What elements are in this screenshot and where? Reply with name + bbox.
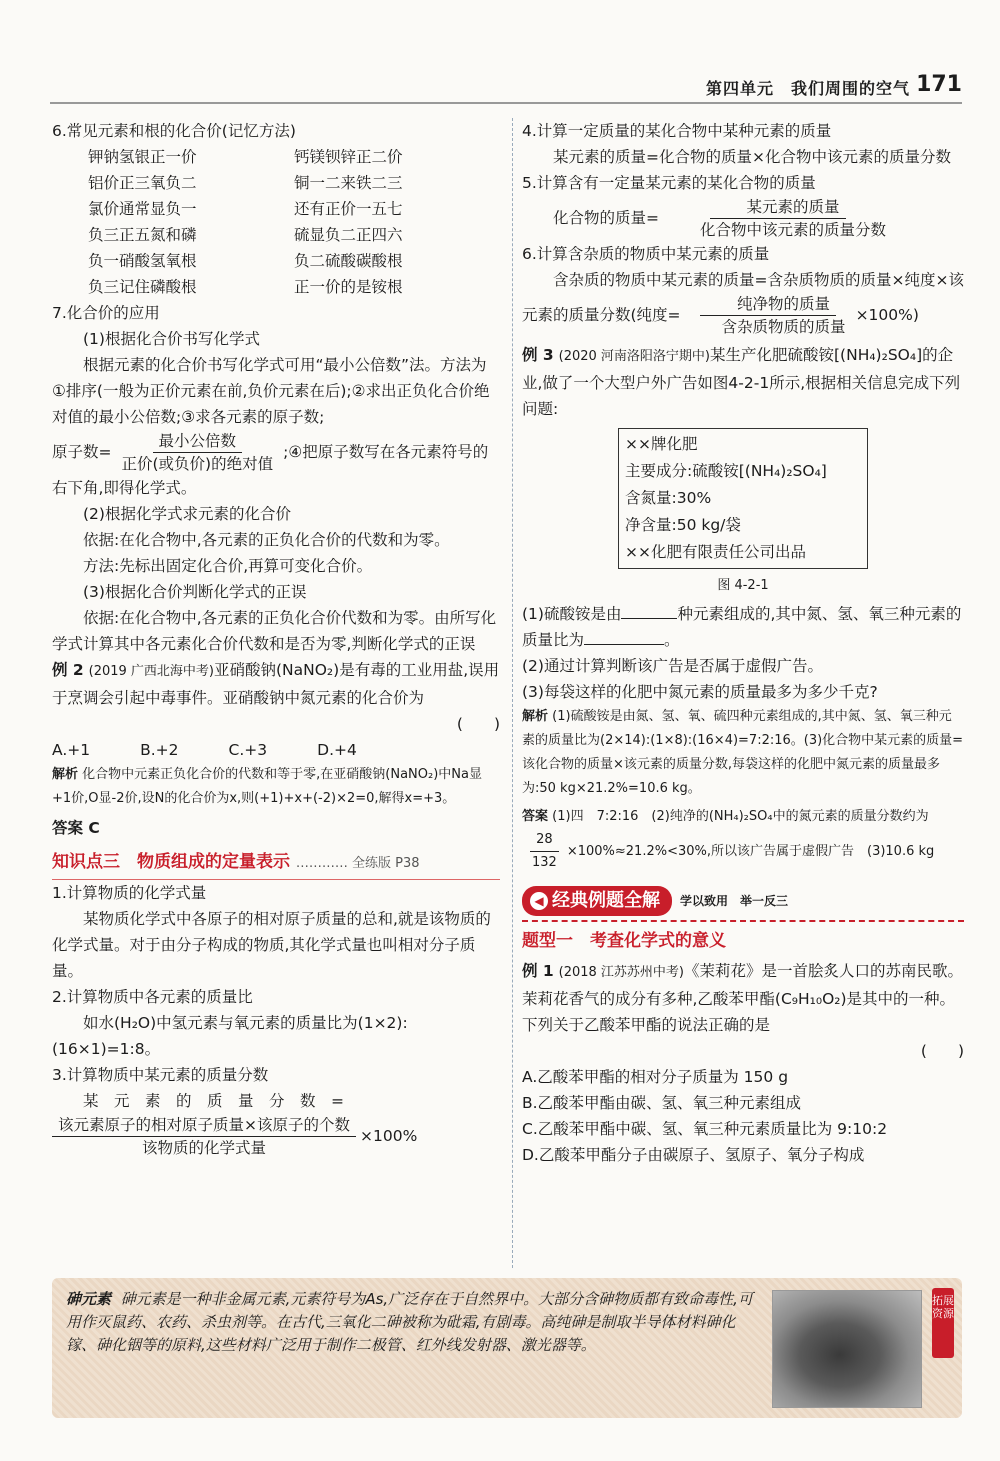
info-term: 砷元素 bbox=[66, 1290, 112, 1308]
arsenic-photo bbox=[772, 1290, 922, 1408]
answer-label: 答案 bbox=[52, 819, 84, 837]
s7-2a: 依据:在化合物中,各元素的正负化合价的代数和为零。 bbox=[83, 531, 450, 549]
page-header bbox=[0, 72, 1000, 108]
fraction-denominator: 正价(或负价)的绝对值 bbox=[121, 455, 274, 473]
fraction-denominator: 132 bbox=[532, 855, 557, 870]
fraction-denominator: 含杂质物质的质量 bbox=[721, 318, 846, 336]
header-rule bbox=[50, 102, 962, 104]
q-text: 。 bbox=[664, 631, 680, 649]
s7-3a: 依据:在化合物中,各元素的正负化合价代数和为零。由所写化学式计算其中各元素化合价代数和是否为零,判断化学式的正误 bbox=[52, 609, 497, 653]
q3-formula bbox=[52, 1114, 500, 1159]
ad-line: 净含量:50 kg/袋 bbox=[625, 516, 741, 534]
option: C.+3 bbox=[228, 741, 268, 759]
fraction-denominator: 化合物中该元素的质量分数 bbox=[700, 221, 887, 239]
ex3-q1 bbox=[522, 601, 964, 653]
verse-line: 铜一二来铁二三 bbox=[294, 174, 403, 192]
example-text: 某生产化肥硫酸铵[(NH₄)₂SO₄]的企业,做了一个大型户外广告如图4-2-1所示,根据相关信息完成下列问题: bbox=[522, 346, 961, 418]
left-column bbox=[52, 118, 500, 1159]
figure-caption: 图 4-2-1 bbox=[717, 578, 769, 593]
verse-line: 负一硝酸氢氧根 bbox=[88, 252, 197, 270]
q4-title: 4.计算一定质量的某化合物中某种元素的质量 bbox=[522, 122, 832, 140]
q4-text: 某元素的质量=化合物的质量×化合物中该元素的质量分数 bbox=[553, 148, 951, 166]
verse-line: 钾钠氢银正一价 bbox=[88, 148, 197, 166]
unit-title: 第四单元 我们周围的空气 bbox=[705, 79, 910, 98]
ex2-options bbox=[52, 737, 500, 763]
formula-rhs: ×100%) bbox=[855, 306, 919, 324]
verse-line: 负三记住磷酸根 bbox=[88, 278, 197, 296]
fraction bbox=[663, 196, 892, 241]
option: D.+4 bbox=[317, 741, 357, 759]
option: C.乙酸苯甲酯中碳、氢、氧三种元素质量比为 9:10:2 bbox=[522, 1120, 888, 1138]
verse-line: 氯价通常显负一 bbox=[88, 200, 197, 218]
verse-line: 负二硫酸碳酸根 bbox=[294, 252, 403, 270]
answer-text: ×100%≈21.2%<30%,所以该广告属于虚假广告 (3)10.6 kg bbox=[566, 844, 935, 859]
q-text: 种元素组成的,其中氮、氢、氧三种元素的质量比为 bbox=[522, 605, 962, 649]
example-label: 例 3 bbox=[522, 346, 554, 364]
example-source: (2019 广西北海中考) bbox=[88, 664, 214, 679]
q6-title: 6.计算含杂质的物质中某元素的质量 bbox=[522, 245, 770, 263]
fraction bbox=[685, 293, 852, 338]
example-label: 例 1 bbox=[522, 962, 554, 980]
example-label: 例 2 bbox=[52, 661, 84, 679]
s7-2: (2)根据化学式求元素的化合价 bbox=[83, 505, 291, 523]
verse-line: 钙镁钡锌正二价 bbox=[294, 148, 403, 166]
answer-blank[interactable] bbox=[584, 644, 664, 645]
fraction-numerator: 某元素的质量 bbox=[710, 196, 846, 219]
q1-title: 1.计算物质的化学式量 bbox=[52, 884, 207, 902]
example-2 bbox=[52, 657, 500, 711]
q3-title: 3.计算物质中某元素的质量分数 bbox=[52, 1066, 269, 1084]
s7-1: (1)根据化合价书写化学式 bbox=[83, 330, 260, 348]
q5-title: 5.计算含有一定量某元素的某化合物的质量 bbox=[522, 174, 816, 192]
s7-3: (3)根据化合价判断化学式的正误 bbox=[83, 583, 307, 601]
example-text: 《茉莉花》是一首脍炙人口的苏南民歌。茉莉花香气的成分有多种,乙酸苯甲酯(C₉H₁₀O₂)是其中的一种。下列关于乙酸苯甲酯的说法正确的是 bbox=[522, 962, 964, 1034]
ex3-solution bbox=[522, 705, 964, 801]
ex3-q3: (3)每袋这样的化肥中氮元素的质量最多为多少千克? bbox=[522, 683, 878, 701]
atom-count-formula bbox=[52, 430, 500, 501]
option: B.+2 bbox=[140, 741, 179, 759]
ex3-answer bbox=[522, 805, 964, 874]
column-divider bbox=[512, 118, 513, 1268]
option: A.乙酸苯甲酯的相对分子质量为 150 g bbox=[522, 1068, 789, 1086]
q2-text: 如水(H₂O)中氢元素与氧元素的质量比为(1×2):(16×1)=1:8。 bbox=[52, 1014, 408, 1058]
s6-title: 6.常见元素和根的化合价(记忆方法) bbox=[52, 122, 296, 140]
kp-reference: ………… 全练版 P38 bbox=[295, 856, 420, 871]
s7-1a: 根据元素的化合价书写化学式可用“最小公倍数”法。方法为①排序(一般为正价元素在前,负价元素在后);②求出正负化合价绝对值的最小公倍数;③求各元素的原子数; bbox=[52, 356, 490, 426]
example-1 bbox=[522, 958, 964, 1038]
example-source: (2018 江苏苏州中考) bbox=[558, 965, 684, 980]
s7-title: 7.化合价的应用 bbox=[52, 304, 160, 322]
fraction-denominator: 该物质的化学式量 bbox=[141, 1139, 266, 1157]
verse-line: 还有正价一五七 bbox=[294, 200, 403, 218]
banner-pill bbox=[522, 886, 672, 916]
verse-line: 铝价正三氧负二 bbox=[88, 174, 197, 192]
ad-line: 主要成分:硫酸铵[(NH₄)₂SO₄] bbox=[625, 462, 827, 480]
fraction-numerator: 该元素原子的相对原子质量×该原子的个数 bbox=[52, 1114, 356, 1137]
ex3-q2: (2)通过计算判断该广告是否属于虚假广告。 bbox=[522, 657, 823, 675]
formula-lhs: 化合物的质量= bbox=[553, 209, 659, 227]
classic-examples-banner bbox=[522, 886, 964, 922]
kp-title: 知识点三 物质组成的定量表示 bbox=[52, 852, 290, 872]
solution-label: 解析 bbox=[522, 709, 549, 724]
speaker-icon: ◀ bbox=[530, 892, 548, 910]
fertilizer-ad-box bbox=[618, 428, 868, 569]
banner-subtitle: 学以致用 举一反三 bbox=[680, 894, 789, 908]
verse-line: 硫显负二正四六 bbox=[294, 226, 403, 244]
q1-text: 某物质化学式中各原子的相对原子质量的总和,就是该物质的化学式量。对于由分子构成的物质,其化学式量也叫相对分子质量。 bbox=[52, 910, 491, 980]
fraction-numerator: 纯净物的质量 bbox=[700, 293, 836, 316]
ad-line: 含氮量:30% bbox=[625, 489, 712, 507]
answer-paren: ( ) bbox=[456, 715, 500, 733]
q3-lhs: 某 元 素 的 质 量 分 数 = bbox=[83, 1092, 344, 1110]
example-text: 亚硝酸钠(NaNO₂)是有毒的工业用盐,误用于烹调会引起中毒事件。亚硝酸钠中氮元素的化合价为 bbox=[52, 661, 500, 707]
ad-line: ××化肥有限责任公司出品 bbox=[625, 543, 806, 561]
right-column bbox=[522, 118, 964, 1168]
answer-blank[interactable] bbox=[621, 618, 677, 619]
answer-paren: ( ) bbox=[920, 1042, 964, 1060]
valence-verse bbox=[52, 144, 500, 300]
info-text-block bbox=[66, 1288, 764, 1357]
fraction-numerator: 最小公倍数 bbox=[153, 430, 243, 453]
q5-formula bbox=[522, 196, 964, 241]
solution-text: 化合物中元素正负化合价的代数和等于零,在亚硝酸钠(NaNO₂)中Na显+1价,O显-2价,设N的化合价为x,则(+1)+x+(-2)×2=0,解得x=+3。 bbox=[52, 767, 482, 806]
arsenic-info-box bbox=[52, 1278, 962, 1418]
ex2-solution bbox=[52, 763, 500, 811]
verse-line: 正一价的是铵根 bbox=[294, 278, 403, 296]
formula-rhs: ;④把原子数写在各元素符号的右下角,即得化学式。 bbox=[52, 443, 489, 497]
option: D.乙酸苯甲酯分子由碳原子、氢原子、氧分子构成 bbox=[522, 1146, 865, 1164]
ad-line: ××牌化肥 bbox=[625, 435, 698, 453]
fraction bbox=[526, 829, 563, 874]
s7-2b: 方法:先标出固定化合价,再算可变化合价。 bbox=[83, 557, 373, 575]
info-text: 砷元素是一种非金属元素,元素符号为As,广泛存在于自然界中。大部分含砷物质都有致命毒性,可用作灭鼠药、农药、杀虫剂等。在古代,三氧化二砷被称为砒霜,有剧毒。高纯砷是制取半导体材料砷化镓、砷化铟等的原料,这些材料广泛用于制作二极管、红外线发射器、激光器等。 bbox=[66, 1290, 753, 1354]
fraction bbox=[116, 430, 280, 475]
answer-label: 答案 bbox=[522, 809, 549, 824]
q-text: (1)硫酸铵是由 bbox=[522, 605, 622, 623]
solution-text: (1)硫酸铵是由氮、氢、氧、硫四种元素组成的,其中氮、氢、氧三种元素的质量比为(2×14):(1×8):(16×4)=7:2:16。(3)化合物中某元素的质量=该化合物的质量×该元素的质量分数,每袋这样的化肥中氮元素的质量最多为:50 kg×21.2%=10.6 kg。 bbox=[522, 709, 964, 796]
answer-text: (1)四 7:2:16 (2)纯净的(NH₄)₂SO₄中的氮元素的质量分数约为 bbox=[552, 809, 929, 824]
banner-title: 经典例题全解 bbox=[552, 890, 660, 911]
answer-value: C bbox=[88, 819, 100, 837]
q2-title: 2.计算物质中各元素的质量比 bbox=[52, 988, 253, 1006]
resource-tag: 拓展资源 bbox=[932, 1288, 954, 1358]
ex2-answer bbox=[52, 815, 500, 841]
example-3 bbox=[522, 342, 964, 422]
option: B.乙酸苯甲酯由碳、氢、氧三种元素组成 bbox=[522, 1094, 802, 1112]
formula-lhs: 原子数= bbox=[52, 443, 112, 461]
page-number: 171 bbox=[916, 72, 962, 97]
verse-line: 负三正五氮和磷 bbox=[88, 226, 197, 244]
answer-paren-row bbox=[52, 711, 500, 737]
fraction-numerator: 28 bbox=[530, 829, 559, 852]
q6-text: 含杂质的物质中某元素的质量=含杂质物质的质量×纯度×该元素的质量分数(纯度= bbox=[522, 271, 964, 324]
q6-formula bbox=[522, 267, 964, 338]
option: A.+1 bbox=[52, 741, 91, 759]
knowledge-point-3 bbox=[52, 849, 500, 880]
solution-label: 解析 bbox=[52, 767, 79, 782]
question-type-1: 题型一 考查化学式的意义 bbox=[522, 931, 726, 951]
formula-rhs: ×100% bbox=[360, 1127, 418, 1145]
example-source: (2020 河南洛阳洛宁期中) bbox=[558, 349, 710, 364]
answer-paren-row bbox=[522, 1038, 964, 1064]
fraction bbox=[52, 1114, 356, 1159]
